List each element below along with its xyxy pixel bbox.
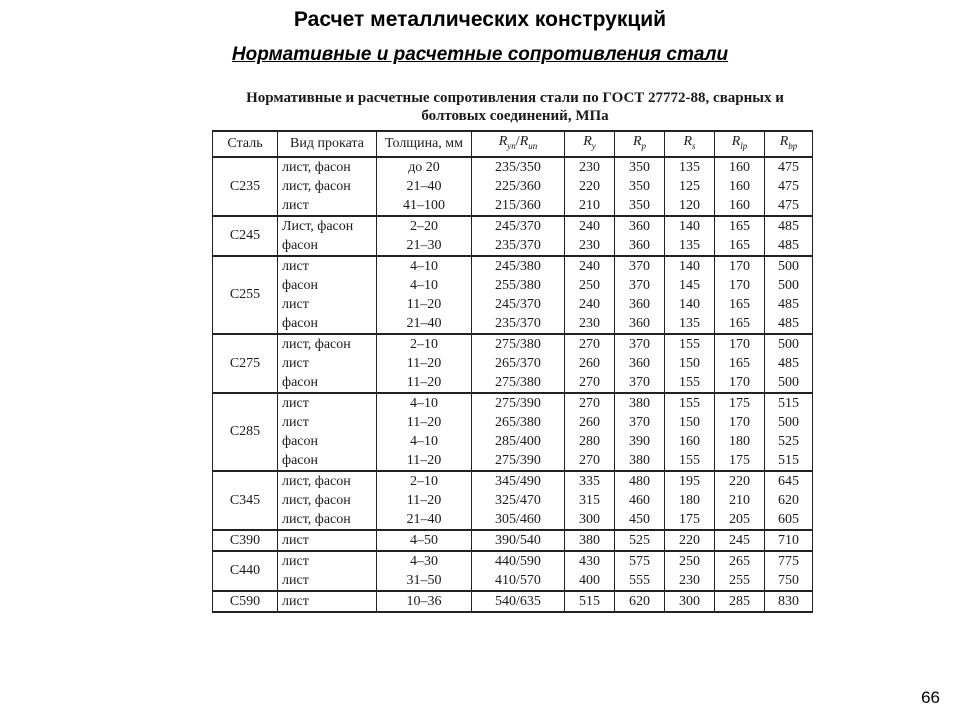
cell-thickness: до 20 (377, 157, 472, 177)
table-row (213, 530, 813, 551)
cell-thickness: 21–40 (377, 177, 472, 196)
table-header-row (213, 131, 813, 157)
header-rs: $R_s$ (665, 131, 715, 157)
cell-kind: фасон (278, 432, 377, 451)
cell-ryn-run: 235/370 (472, 236, 565, 256)
cell-rlp: 220 (715, 471, 765, 491)
cell-steel-grade: С345 (213, 471, 278, 530)
cell-rbp: 475 (765, 196, 813, 216)
cell-kind: фасон (278, 276, 377, 295)
header-kind: Вид проката (278, 131, 377, 157)
cell-rs: 135 (665, 314, 715, 334)
cell-rp: 360 (615, 216, 665, 236)
cell-rlp: 165 (715, 354, 765, 373)
cell-rbp: 645 (765, 471, 813, 491)
cell-rlp: 265 (715, 551, 765, 571)
cell-rp: 350 (615, 177, 665, 196)
cell-kind: лист (278, 354, 377, 373)
cell-kind: лист, фасон (278, 157, 377, 177)
cell-rlp: 170 (715, 256, 765, 276)
cell-rp: 350 (615, 196, 665, 216)
cell-kind: фасон (278, 314, 377, 334)
cell-ry: 430 (565, 551, 615, 571)
cell-ry: 300 (565, 510, 615, 530)
cell-rs: 140 (665, 216, 715, 236)
cell-kind: Лист, фасон (278, 216, 377, 236)
cell-rbp: 605 (765, 510, 813, 530)
cell-rs: 135 (665, 157, 715, 177)
cell-rp: 370 (615, 373, 665, 393)
cell-ry: 240 (565, 295, 615, 314)
cell-rlp: 255 (715, 571, 765, 591)
cell-rlp: 170 (715, 334, 765, 354)
cell-rlp: 170 (715, 373, 765, 393)
cell-rbp: 620 (765, 491, 813, 510)
cell-rlp: 175 (715, 451, 765, 471)
cell-ry: 270 (565, 451, 615, 471)
cell-kind: лист (278, 413, 377, 432)
cell-thickness: 4–10 (377, 276, 472, 295)
cell-thickness: 10–36 (377, 591, 472, 612)
cell-thickness: 21–30 (377, 236, 472, 256)
cell-kind: фасон (278, 451, 377, 471)
table-row (213, 373, 813, 393)
cell-rp: 360 (615, 295, 665, 314)
cell-ry: 315 (565, 491, 615, 510)
table-row (213, 413, 813, 432)
table-row (213, 276, 813, 295)
cell-rlp: 165 (715, 314, 765, 334)
cell-rlp: 175 (715, 393, 765, 413)
cell-steel-grade: С285 (213, 393, 278, 471)
cell-rlp: 160 (715, 157, 765, 177)
cell-ry: 220 (565, 177, 615, 196)
cell-rbp: 485 (765, 216, 813, 236)
cell-rp: 350 (615, 157, 665, 177)
cell-ry: 335 (565, 471, 615, 491)
cell-ry: 260 (565, 354, 615, 373)
cell-rs: 155 (665, 451, 715, 471)
cell-rlp: 205 (715, 510, 765, 530)
header-rp: $R_p$ (615, 131, 665, 157)
slide-title: Расчет металлических конструкций (293, 8, 667, 31)
cell-rs: 230 (665, 571, 715, 591)
cell-thickness: 11–20 (377, 413, 472, 432)
cell-steel-grade: С590 (213, 591, 278, 612)
cell-rs: 135 (665, 236, 715, 256)
cell-ryn-run: 265/370 (472, 354, 565, 373)
cell-thickness: 41–100 (377, 196, 472, 216)
cell-rs: 195 (665, 471, 715, 491)
table-row (213, 551, 813, 571)
table-row (213, 295, 813, 314)
cell-rlp: 160 (715, 196, 765, 216)
cell-rs: 150 (665, 354, 715, 373)
cell-ryn-run: 275/390 (472, 451, 565, 471)
cell-ry: 515 (565, 591, 615, 612)
cell-rlp: 160 (715, 177, 765, 196)
header-ry: $R_y$ (565, 131, 615, 157)
table-row (213, 432, 813, 451)
cell-rs: 155 (665, 373, 715, 393)
cell-thickness: 4–10 (377, 432, 472, 451)
cell-steel-grade: С440 (213, 551, 278, 591)
cell-rbp: 525 (765, 432, 813, 451)
cell-kind: лист, фасон (278, 491, 377, 510)
cell-kind: лист (278, 393, 377, 413)
cell-rbp: 485 (765, 295, 813, 314)
cell-ryn-run: 255/380 (472, 276, 565, 295)
cell-rp: 575 (615, 551, 665, 571)
cell-ry: 210 (565, 196, 615, 216)
cell-ryn-run: 540/635 (472, 591, 565, 612)
cell-thickness: 2–10 (377, 334, 472, 354)
page-number: 66 (921, 688, 940, 707)
cell-kind: лист, фасон (278, 510, 377, 530)
cell-rs: 175 (665, 510, 715, 530)
cell-rp: 480 (615, 471, 665, 491)
table-caption-line-1: Нормативные и расчетные сопротивления стали по ГОСТ 27772-88, сварных и (246, 90, 784, 106)
cell-steel-grade: С245 (213, 216, 278, 256)
header-thickness: Толщина, мм (377, 131, 472, 157)
table-row (213, 157, 813, 177)
header-ryn-run: $R_{yn}/R_{un}$ (472, 131, 565, 157)
cell-rlp: 170 (715, 413, 765, 432)
cell-kind: лист (278, 256, 377, 276)
cell-rbp: 775 (765, 551, 813, 571)
cell-thickness: 11–20 (377, 295, 472, 314)
cell-rbp: 500 (765, 413, 813, 432)
cell-rs: 155 (665, 334, 715, 354)
cell-kind: фасон (278, 236, 377, 256)
cell-kind: лист, фасон (278, 177, 377, 196)
cell-rbp: 485 (765, 236, 813, 256)
cell-thickness: 31–50 (377, 571, 472, 591)
cell-kind: лист (278, 551, 377, 571)
table-row (213, 510, 813, 530)
slide-subtitle (0, 44, 960, 66)
cell-thickness: 11–20 (377, 491, 472, 510)
table-row (213, 256, 813, 276)
cell-ry: 250 (565, 276, 615, 295)
cell-rbp: 515 (765, 451, 813, 471)
cell-rlp: 165 (715, 216, 765, 236)
cell-rlp: 285 (715, 591, 765, 612)
table-row (213, 177, 813, 196)
cell-rbp: 500 (765, 334, 813, 354)
cell-kind: лист, фасон (278, 471, 377, 491)
cell-kind: лист (278, 591, 377, 612)
cell-ryn-run: 215/360 (472, 196, 565, 216)
cell-ryn-run: 345/490 (472, 471, 565, 491)
cell-ryn-run: 325/470 (472, 491, 565, 510)
cell-ryn-run: 410/570 (472, 571, 565, 591)
cell-ryn-run: 225/360 (472, 177, 565, 196)
cell-ryn-run: 235/370 (472, 314, 565, 334)
cell-ryn-run: 390/540 (472, 530, 565, 551)
cell-thickness: 11–20 (377, 354, 472, 373)
cell-rbp: 485 (765, 354, 813, 373)
table-row (213, 451, 813, 471)
cell-rp: 450 (615, 510, 665, 530)
header-steel: Сталь (213, 131, 278, 157)
cell-ryn-run: 275/390 (472, 393, 565, 413)
table-row (213, 471, 813, 491)
cell-ry: 240 (565, 256, 615, 276)
cell-rp: 380 (615, 451, 665, 471)
cell-rbp: 475 (765, 177, 813, 196)
cell-rs: 220 (665, 530, 715, 551)
cell-thickness: 4–10 (377, 256, 472, 276)
cell-rbp: 485 (765, 314, 813, 334)
cell-ry: 270 (565, 373, 615, 393)
slide-subtitle-text: Нормативные и расчетные сопротивления стали (231, 44, 729, 65)
cell-ryn-run: 265/380 (472, 413, 565, 432)
cell-rp: 525 (615, 530, 665, 551)
cell-ryn-run: 245/370 (472, 216, 565, 236)
cell-ry: 230 (565, 314, 615, 334)
cell-thickness: 2–20 (377, 216, 472, 236)
cell-rlp: 170 (715, 276, 765, 295)
table-row (213, 354, 813, 373)
cell-ryn-run: 245/370 (472, 295, 565, 314)
cell-rs: 150 (665, 413, 715, 432)
cell-steel-grade: С255 (213, 256, 278, 334)
table-caption (210, 89, 820, 125)
table-row (213, 236, 813, 256)
cell-rp: 555 (615, 571, 665, 591)
cell-thickness: 4–30 (377, 551, 472, 571)
cell-rs: 160 (665, 432, 715, 451)
cell-steel-grade: С390 (213, 530, 278, 551)
table-caption-line-2: болтовых соединений, МПа (421, 108, 609, 124)
cell-ryn-run: 305/460 (472, 510, 565, 530)
cell-rp: 370 (615, 256, 665, 276)
cell-rp: 620 (615, 591, 665, 612)
cell-rs: 300 (665, 591, 715, 612)
header-rlp: $R_{lp}$ (715, 131, 765, 157)
cell-rbp: 710 (765, 530, 813, 551)
cell-ry: 280 (565, 432, 615, 451)
cell-rs: 250 (665, 551, 715, 571)
cell-kind: лист (278, 530, 377, 551)
cell-kind: лист (278, 571, 377, 591)
cell-rp: 360 (615, 236, 665, 256)
cell-rs: 120 (665, 196, 715, 216)
cell-steel-grade: С235 (213, 157, 278, 216)
cell-rp: 370 (615, 276, 665, 295)
cell-ry: 270 (565, 334, 615, 354)
cell-ryn-run: 285/400 (472, 432, 565, 451)
cell-rlp: 165 (715, 295, 765, 314)
cell-thickness: 11–20 (377, 373, 472, 393)
cell-ry: 380 (565, 530, 615, 551)
cell-rbp: 830 (765, 591, 813, 612)
cell-thickness: 4–10 (377, 393, 472, 413)
cell-rs: 145 (665, 276, 715, 295)
cell-kind: лист, фасон (278, 334, 377, 354)
cell-rs: 180 (665, 491, 715, 510)
cell-kind: лист (278, 295, 377, 314)
cell-rp: 360 (615, 354, 665, 373)
cell-rbp: 500 (765, 276, 813, 295)
cell-ryn-run: 275/380 (472, 334, 565, 354)
cell-rp: 360 (615, 314, 665, 334)
cell-rp: 370 (615, 413, 665, 432)
cell-thickness: 21–40 (377, 314, 472, 334)
cell-ryn-run: 245/380 (472, 256, 565, 276)
table-body (213, 157, 813, 612)
cell-ry: 240 (565, 216, 615, 236)
cell-rs: 140 (665, 256, 715, 276)
cell-thickness: 21–40 (377, 510, 472, 530)
cell-kind: фасон (278, 373, 377, 393)
cell-ryn-run: 235/350 (472, 157, 565, 177)
table-row (213, 591, 813, 612)
cell-rbp: 500 (765, 256, 813, 276)
table-row (213, 216, 813, 236)
cell-rp: 460 (615, 491, 665, 510)
table-row (213, 334, 813, 354)
cell-ry: 270 (565, 393, 615, 413)
cell-rbp: 750 (765, 571, 813, 591)
cell-rlp: 210 (715, 491, 765, 510)
cell-rs: 140 (665, 295, 715, 314)
header-rbp: $R_{bp}$ (765, 131, 813, 157)
cell-thickness: 2–10 (377, 471, 472, 491)
table-row (213, 393, 813, 413)
cell-rp: 370 (615, 334, 665, 354)
cell-rs: 155 (665, 393, 715, 413)
cell-steel-grade: С275 (213, 334, 278, 393)
cell-rlp: 165 (715, 236, 765, 256)
cell-rp: 380 (615, 393, 665, 413)
cell-ry: 400 (565, 571, 615, 591)
table-row (213, 196, 813, 216)
cell-rbp: 500 (765, 373, 813, 393)
cell-rbp: 515 (765, 393, 813, 413)
cell-kind: лист (278, 196, 377, 216)
cell-rs: 125 (665, 177, 715, 196)
steel-resistance-table (212, 130, 813, 613)
cell-rlp: 180 (715, 432, 765, 451)
cell-thickness: 4–50 (377, 530, 472, 551)
table-row (213, 571, 813, 591)
cell-rlp: 245 (715, 530, 765, 551)
cell-thickness: 11–20 (377, 451, 472, 471)
cell-ryn-run: 275/380 (472, 373, 565, 393)
cell-ryn-run: 440/590 (472, 551, 565, 571)
table-row (213, 491, 813, 510)
cell-ry: 260 (565, 413, 615, 432)
table-row (213, 314, 813, 334)
cell-ry: 230 (565, 236, 615, 256)
cell-rbp: 475 (765, 157, 813, 177)
cell-ry: 230 (565, 157, 615, 177)
cell-rp: 390 (615, 432, 665, 451)
